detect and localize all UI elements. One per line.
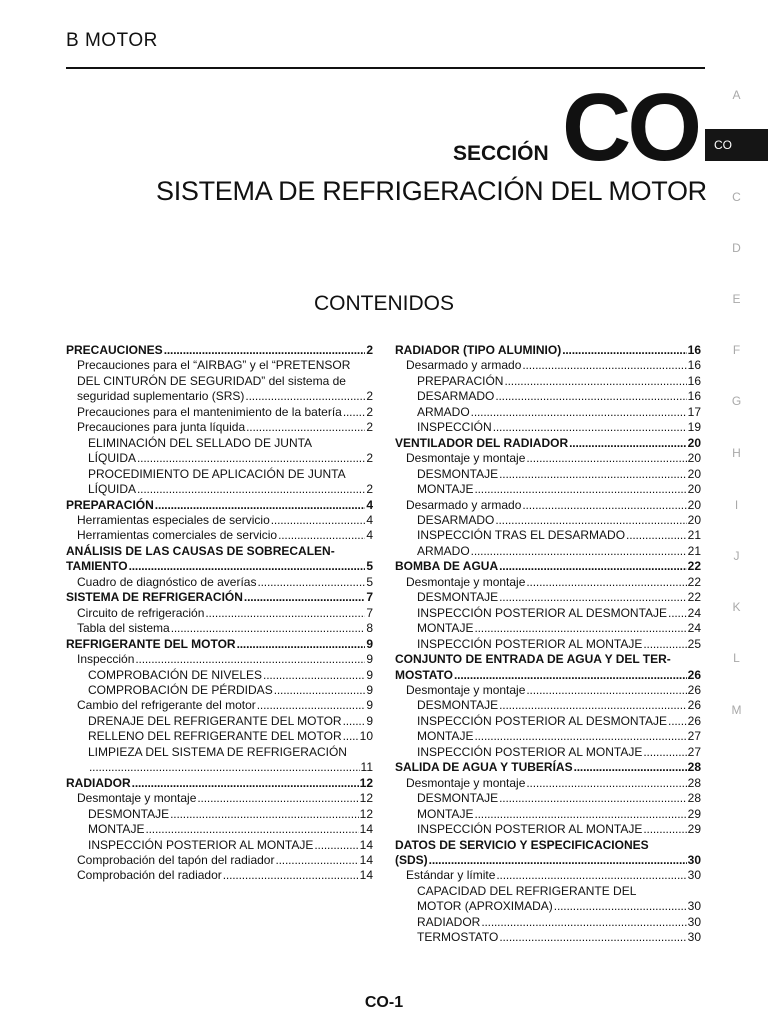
dot-leader	[496, 868, 686, 883]
toc-entry-title: INSPECCIÓN TRAS EL DESARMADO	[417, 528, 626, 543]
dot-leader	[499, 590, 687, 605]
toc-entry-page: 26	[687, 667, 701, 682]
toc-entry-page: 30	[687, 930, 701, 945]
toc-entry-page: 24	[687, 621, 701, 636]
toc-entry-page: 5	[366, 559, 373, 574]
header-title: B MOTOR	[66, 30, 158, 51]
toc-entry-page: 2	[366, 343, 373, 357]
toc-entry-title: seguridad suplementario (SRS)	[77, 389, 245, 404]
toc-entry-title: Circuito de refrigeración	[77, 605, 205, 620]
toc-entry-title: DESMONTAJE	[417, 466, 499, 481]
toc-entry[interactable]	[395, 498, 701, 513]
toc-entry[interactable]	[395, 637, 701, 652]
toc-entry-page: 29	[687, 806, 701, 821]
dot-leader	[526, 776, 686, 791]
toc-entry[interactable]	[395, 714, 701, 729]
toc-entry[interactable]	[66, 868, 373, 883]
toc-entry-page: 30	[687, 914, 701, 929]
toc-entry[interactable]	[66, 683, 373, 698]
dot-leader	[271, 513, 366, 528]
toc-entry-title: DESARMADO	[417, 512, 495, 527]
toc-entry[interactable]	[395, 838, 701, 869]
tab-e[interactable]: E	[732, 292, 741, 306]
toc-entry-title: (SDS)	[395, 852, 428, 867]
toc-entry-title: Desmontaje y montaje	[406, 775, 526, 790]
toc-entry[interactable]	[66, 838, 373, 853]
dot-leader	[135, 652, 365, 667]
toc-entry[interactable]	[66, 791, 373, 806]
dot-leader	[274, 683, 366, 698]
toc-entry-title-line: CAPACIDAD DEL REFRIGERANTE DEL	[417, 883, 637, 898]
toc-entry-page: 9	[366, 698, 373, 713]
toc-entry-title: VENTILADOR DEL RADIADOR	[395, 435, 569, 450]
toc-entry-page: 11	[360, 760, 373, 775]
toc-entry-page: 9	[366, 667, 373, 682]
toc-entry-page: 14	[359, 852, 373, 867]
toc-entry-title: INSPECCIÓN POSTERIOR AL DESMONTAJE	[417, 605, 668, 620]
toc-entry-title: Desarmado y armado	[406, 358, 522, 373]
toc-entry-title: Cuadro de diagnóstico de averías	[77, 574, 257, 589]
toc-entry-page: 4	[366, 528, 373, 543]
toc-entry-page: 20	[687, 497, 701, 512]
toc-entry-page: 9	[366, 652, 373, 667]
toc-entry-title: INSPECCIÓN POSTERIOR AL MONTAJE	[88, 837, 314, 852]
dot-leader	[137, 451, 365, 466]
toc-entry-page: 22	[687, 574, 701, 589]
toc-entry-page: 12	[359, 806, 373, 821]
toc-entry-title: ARMADO	[417, 404, 470, 419]
toc-entry-page: 19	[687, 420, 701, 435]
toc-entry[interactable]	[395, 389, 701, 404]
toc-entry-page: 7	[366, 605, 373, 620]
toc-entry[interactable]	[66, 729, 373, 744]
toc-entry[interactable]	[395, 621, 701, 636]
toc-entry[interactable]	[66, 807, 373, 822]
toc-entry-title: Precauciones para el mantenimiento de la batería	[77, 404, 342, 419]
tab-l[interactable]: L	[733, 651, 740, 665]
toc-entry[interactable]	[66, 776, 373, 791]
toc-entry-title: Desmontaje y montaje	[406, 451, 526, 466]
dot-leader	[164, 343, 366, 358]
dot-leader	[643, 637, 686, 652]
toc-entry[interactable]	[66, 575, 373, 590]
toc-entry-title: INSPECCIÓN POSTERIOR AL MONTAJE	[417, 822, 643, 837]
toc-entry-page: 27	[687, 744, 701, 759]
toc-entry[interactable]	[395, 729, 701, 744]
toc-entry[interactable]	[395, 436, 701, 451]
toc-entry-title: Herramientas comerciales de servicio	[77, 528, 278, 543]
toc-entry[interactable]	[66, 590, 373, 605]
toc-entry-page: 16	[687, 343, 701, 357]
dot-leader	[471, 544, 687, 559]
toc-right-column	[395, 343, 701, 946]
toc-entry[interactable]	[395, 807, 701, 822]
toc-entry[interactable]	[395, 915, 701, 930]
toc-entry[interactable]	[395, 559, 701, 574]
toc-entry[interactable]	[66, 528, 373, 543]
toc-entry-title: RADIADOR	[66, 775, 131, 790]
toc-entry[interactable]	[395, 343, 701, 358]
toc-entry-page: 28	[687, 791, 701, 806]
toc-entry-page: 16	[687, 358, 701, 373]
toc-entry-title: DESMONTAJE	[417, 698, 499, 713]
toc-entry-page: 28	[687, 760, 701, 775]
toc-entry[interactable]	[66, 652, 373, 667]
toc-entry[interactable]	[395, 358, 701, 373]
toc-entry-page: 14	[359, 837, 373, 852]
dot-leader	[471, 405, 687, 420]
toc-entry-page: 2	[366, 389, 373, 404]
toc-entry-page: 22	[687, 559, 701, 574]
dot-leader	[526, 575, 686, 590]
toc-entry-page: 17	[687, 404, 701, 419]
dot-leader	[343, 729, 359, 744]
toc-entry-title: Estándar y límite	[406, 868, 496, 883]
toc-entry-title: MONTAJE	[88, 822, 145, 837]
toc-entry[interactable]	[395, 467, 701, 482]
toc-entry-title-line: LIMPIEZA DEL SISTEMA DE REFRIGERACIÓN	[88, 744, 347, 759]
dot-leader	[493, 420, 687, 435]
dot-leader	[343, 714, 366, 729]
dot-leader	[171, 621, 366, 636]
dot-leader	[246, 420, 365, 435]
toc-entry-title: TERMOSTATO	[417, 930, 499, 945]
toc-entry-title: SISTEMA DE REFRIGERACIÓN	[66, 590, 243, 605]
toc-entry-page: 4	[366, 512, 373, 527]
toc-entry[interactable]	[395, 606, 701, 621]
toc-entry-title: Comprobación del radiador	[77, 868, 222, 883]
toc-entry[interactable]	[395, 868, 701, 883]
dot-leader	[429, 853, 687, 868]
dot-leader	[481, 915, 686, 930]
toc-entry-page: 20	[687, 435, 701, 450]
toc-entry-page: 12	[359, 791, 373, 806]
section-code: CO	[562, 74, 698, 181]
toc-entry[interactable]	[66, 606, 373, 621]
dot-leader	[244, 590, 365, 605]
toc-entry-title: ARMADO	[417, 543, 470, 558]
toc-entry-title: PRECAUCIONES	[66, 343, 163, 357]
toc-entry[interactable]	[395, 575, 701, 590]
toc-entry-page: 2	[366, 482, 373, 497]
toc-entry-page: 27	[687, 729, 701, 744]
tab-a[interactable]: A	[732, 88, 741, 102]
toc-entry-page: 30	[687, 868, 701, 883]
toc-entry[interactable]	[395, 652, 701, 683]
toc-entry-title: TAMIENTO	[66, 559, 128, 574]
toc-entry[interactable]	[395, 930, 701, 945]
contents-heading: CONTENIDOS	[313, 292, 454, 315]
toc-entry-page: 2	[366, 451, 373, 466]
toc-entry[interactable]	[395, 374, 701, 389]
toc-entry-page: 14	[359, 822, 373, 837]
dot-leader	[197, 791, 358, 806]
dot-leader	[145, 822, 358, 837]
dot-leader	[223, 868, 359, 883]
toc-entry-title-line: DEL CINTURÓN DE SEGURIDAD” del sistema de	[77, 373, 346, 388]
toc-entry-title-line: CONJUNTO DE ENTRADA DE AGUA Y DEL TER-	[395, 652, 671, 667]
toc-entry-page: 12	[359, 775, 373, 790]
toc-entry-page: 9	[366, 713, 373, 728]
toc-entry-title: MOTOR (APROXIMADA)	[417, 899, 553, 914]
tab-co[interactable]: CO	[705, 129, 768, 161]
tab-i[interactable]: I	[734, 498, 739, 512]
tab-c[interactable]: C	[732, 190, 741, 204]
toc-entry-title: DRENAJE DEL REFRIGERANTE DEL MOTOR	[88, 713, 342, 728]
dot-leader	[526, 451, 686, 466]
dot-leader	[626, 528, 687, 543]
toc-entry[interactable]	[66, 358, 373, 404]
dot-leader	[132, 776, 359, 791]
toc-entry-title: INSPECCIÓN POSTERIOR AL MONTAJE	[417, 744, 643, 759]
toc-entry-page: 7	[366, 590, 373, 605]
toc-entry[interactable]	[395, 513, 701, 528]
tab-m[interactable]: M	[731, 703, 742, 717]
tab-j[interactable]: J	[733, 549, 740, 563]
toc-entry-page: 29	[687, 822, 701, 837]
toc-entry[interactable]	[395, 822, 701, 837]
toc-entry-title: Inspección	[77, 652, 135, 667]
tab-h[interactable]: H	[732, 446, 741, 460]
dot-leader	[562, 343, 686, 358]
toc-entry-title-line: Precauciones para el “AIRBAG” y el “PRETENSOR	[77, 358, 351, 373]
toc-entry-page: 28	[687, 775, 701, 790]
toc-entry-title: Desmontaje y montaje	[406, 682, 526, 697]
toc-entry-page: 21	[687, 528, 701, 543]
dot-leader	[263, 668, 365, 683]
toc-entry[interactable]	[395, 544, 701, 559]
toc-entry-page: 25	[687, 636, 701, 651]
toc-entry-title: Herramientas especiales de servicio	[77, 512, 270, 527]
dot-leader	[499, 930, 686, 945]
toc-entry[interactable]	[395, 451, 701, 466]
toc-entry-title: Desmontaje y montaje	[77, 791, 197, 806]
dot-leader	[574, 760, 687, 775]
toc-entry[interactable]	[66, 698, 373, 713]
toc-entry-title-line: ELIMINACIÓN DEL SELLADO DE JUNTA	[88, 435, 313, 450]
dot-leader	[522, 358, 686, 373]
dot-leader	[257, 698, 366, 713]
toc-entry[interactable]	[66, 714, 373, 729]
toc-entry[interactable]	[395, 683, 701, 698]
toc-entry[interactable]	[66, 637, 373, 652]
toc-entry[interactable]	[66, 822, 373, 837]
dot-leader	[257, 575, 365, 590]
toc-entry[interactable]	[395, 884, 701, 915]
toc-entry[interactable]	[395, 698, 701, 713]
toc-entry-title: LÍQUIDA	[88, 482, 137, 497]
toc-entry-page: 20	[687, 451, 701, 466]
toc-entry[interactable]	[66, 668, 373, 683]
dot-leader	[499, 467, 687, 482]
dot-leader	[237, 637, 366, 652]
dot-leader	[522, 498, 686, 513]
dot-leader	[495, 389, 686, 404]
dot-leader	[504, 374, 686, 389]
dot-leader	[643, 745, 686, 760]
toc-entry-page: 20	[687, 466, 701, 481]
dot-leader	[454, 668, 687, 683]
dot-leader	[129, 559, 366, 574]
dot-leader	[569, 436, 687, 451]
toc-entry[interactable]	[66, 343, 373, 358]
toc-entry-page: 4	[366, 497, 373, 512]
toc-entry-title: PREPARACIÓN	[66, 497, 154, 512]
dot-leader	[137, 482, 365, 497]
toc-entry-page: 2	[366, 420, 373, 435]
tab-k[interactable]: K	[732, 600, 741, 614]
toc-entry-title: Comprobación del tapón del radiador	[77, 852, 275, 867]
dot-leader	[643, 822, 686, 837]
section-label: SECCIÓN	[453, 142, 549, 165]
toc-entry-title: REFRIGERANTE DEL MOTOR	[66, 636, 236, 651]
tab-g[interactable]: G	[731, 394, 742, 408]
toc-entry-page: 26	[687, 713, 701, 728]
toc-entry-title: SALIDA DE AGUA Y TUBERÍAS	[395, 760, 573, 775]
toc-entry-title: MOSTATO	[395, 667, 453, 682]
toc-entry[interactable]	[66, 513, 373, 528]
toc-entry-page: 2	[366, 404, 373, 419]
toc-entry-page: 22	[687, 590, 701, 605]
toc-entry[interactable]	[66, 420, 373, 435]
toc-entry-page: 16	[687, 389, 701, 404]
toc-entry-page: 24	[687, 605, 701, 620]
toc-entry[interactable]	[395, 420, 701, 435]
toc-entry[interactable]	[395, 791, 701, 806]
toc-entry-title: COMPROBACIÓN DE NIVELES	[88, 667, 263, 682]
toc-entry-page: 26	[687, 682, 701, 697]
dot-leader	[278, 528, 365, 543]
toc-entry[interactable]	[395, 528, 701, 543]
dot-leader	[499, 791, 687, 806]
dot-leader	[474, 621, 686, 636]
dot-leader	[245, 389, 365, 404]
toc-entry-page: 30	[687, 899, 701, 914]
toc-entry-title: DESARMADO	[417, 389, 495, 404]
toc-entry[interactable]	[395, 482, 701, 497]
dot-leader	[89, 760, 360, 775]
toc-entry[interactable]	[66, 544, 373, 575]
section-title: SISTEMA DE REFRIGERACIÓN DEL MOTOR	[156, 176, 707, 206]
toc-entry-title-line: PROCEDIMIENTO DE APLICACIÓN DE JUNTA	[88, 466, 346, 481]
dot-leader	[205, 606, 365, 621]
toc-entry-title: Precauciones para junta líquida	[77, 420, 246, 435]
toc-entry-title-line: DATOS DE SERVICIO Y ESPECIFICACIONES	[395, 837, 649, 852]
toc-entry-title: COMPROBACIÓN DE PÉRDIDAS	[88, 682, 273, 697]
toc-entry-title: Desarmado y armado	[406, 497, 522, 512]
toc-entry[interactable]	[395, 590, 701, 605]
toc-entry[interactable]	[66, 436, 373, 467]
dot-leader	[275, 853, 358, 868]
toc-entry-title: DESMONTAJE	[88, 806, 170, 821]
toc-entry-page: 30	[687, 852, 701, 867]
toc-entry-page: 21	[687, 543, 701, 558]
dot-leader	[668, 714, 687, 729]
toc-entry[interactable]	[66, 405, 373, 420]
toc-entry[interactable]	[66, 621, 373, 636]
toc-entry-page: 14	[359, 868, 373, 883]
toc-entry-page: 20	[687, 512, 701, 527]
dot-leader	[474, 807, 686, 822]
toc-entry[interactable]	[66, 467, 373, 498]
toc-entry-page: 5	[366, 574, 373, 589]
toc-entry-title: LÍQUIDA	[88, 451, 137, 466]
toc-entry-title: PREPARACIÓN	[417, 373, 504, 388]
toc-entry[interactable]	[66, 853, 373, 868]
dot-leader	[554, 899, 687, 914]
tab-f[interactable]: F	[732, 343, 741, 357]
dot-leader	[474, 482, 686, 497]
toc-entry-title: INSPECCIÓN	[417, 420, 492, 435]
toc-entry-title: RADIADOR	[417, 914, 481, 929]
toc-entry[interactable]	[395, 760, 701, 775]
dot-leader	[499, 559, 687, 574]
toc-entry-page: 10	[359, 729, 373, 744]
dot-leader	[526, 683, 686, 698]
toc-entry[interactable]	[395, 405, 701, 420]
toc-entry-page: 20	[687, 482, 701, 497]
page-number: CO-1	[364, 994, 404, 1011]
toc-entry-title: MONTAJE	[417, 729, 474, 744]
toc-entry-page: 26	[687, 698, 701, 713]
toc-entry-title: Tabla del sistema	[77, 621, 170, 636]
toc-entry-title: MONTAJE	[417, 482, 474, 497]
toc-entry[interactable]	[66, 745, 373, 776]
toc-entry-title: INSPECCIÓN POSTERIOR AL MONTAJE	[417, 636, 643, 651]
toc-entry-title: BOMBA DE AGUA	[395, 559, 499, 574]
dot-leader	[155, 498, 366, 513]
toc-entry-title: RELLENO DEL REFRIGERANTE DEL MOTOR	[88, 729, 342, 744]
dot-leader	[314, 838, 358, 853]
toc-entry-title: DESMONTAJE	[417, 791, 499, 806]
toc-entry[interactable]	[395, 745, 701, 760]
dot-leader	[343, 405, 365, 420]
toc-entry-title: INSPECCIÓN POSTERIOR AL DESMONTAJE	[417, 713, 668, 728]
toc-entry-title: Cambio del refrigerante del motor	[77, 698, 256, 713]
dot-leader	[499, 698, 687, 713]
header-rule	[66, 67, 705, 69]
dot-leader	[495, 513, 686, 528]
dot-leader	[170, 807, 359, 822]
tab-d[interactable]: D	[732, 241, 741, 255]
toc-entry-title: RADIADOR (TIPO ALUMINIO)	[395, 343, 562, 357]
toc-entry-title: DESMONTAJE	[417, 590, 499, 605]
toc-entry-page: 8	[366, 621, 373, 636]
dot-leader	[668, 606, 687, 621]
toc-entry-page: 9	[366, 682, 373, 697]
toc-left-column	[66, 343, 373, 884]
toc-entry-title-line: ANÁLISIS DE LAS CAUSAS DE SOBRECALEN-	[66, 543, 335, 558]
toc-entry-title: Desmontaje y montaje	[406, 574, 526, 589]
toc-entry-title: MONTAJE	[417, 621, 474, 636]
toc-entry-page: 16	[687, 373, 701, 388]
toc-entry-page: 9	[366, 636, 373, 651]
toc-entry[interactable]	[66, 498, 373, 513]
toc-entry-title: MONTAJE	[417, 806, 474, 821]
toc-entry[interactable]	[395, 776, 701, 791]
dot-leader	[474, 729, 686, 744]
